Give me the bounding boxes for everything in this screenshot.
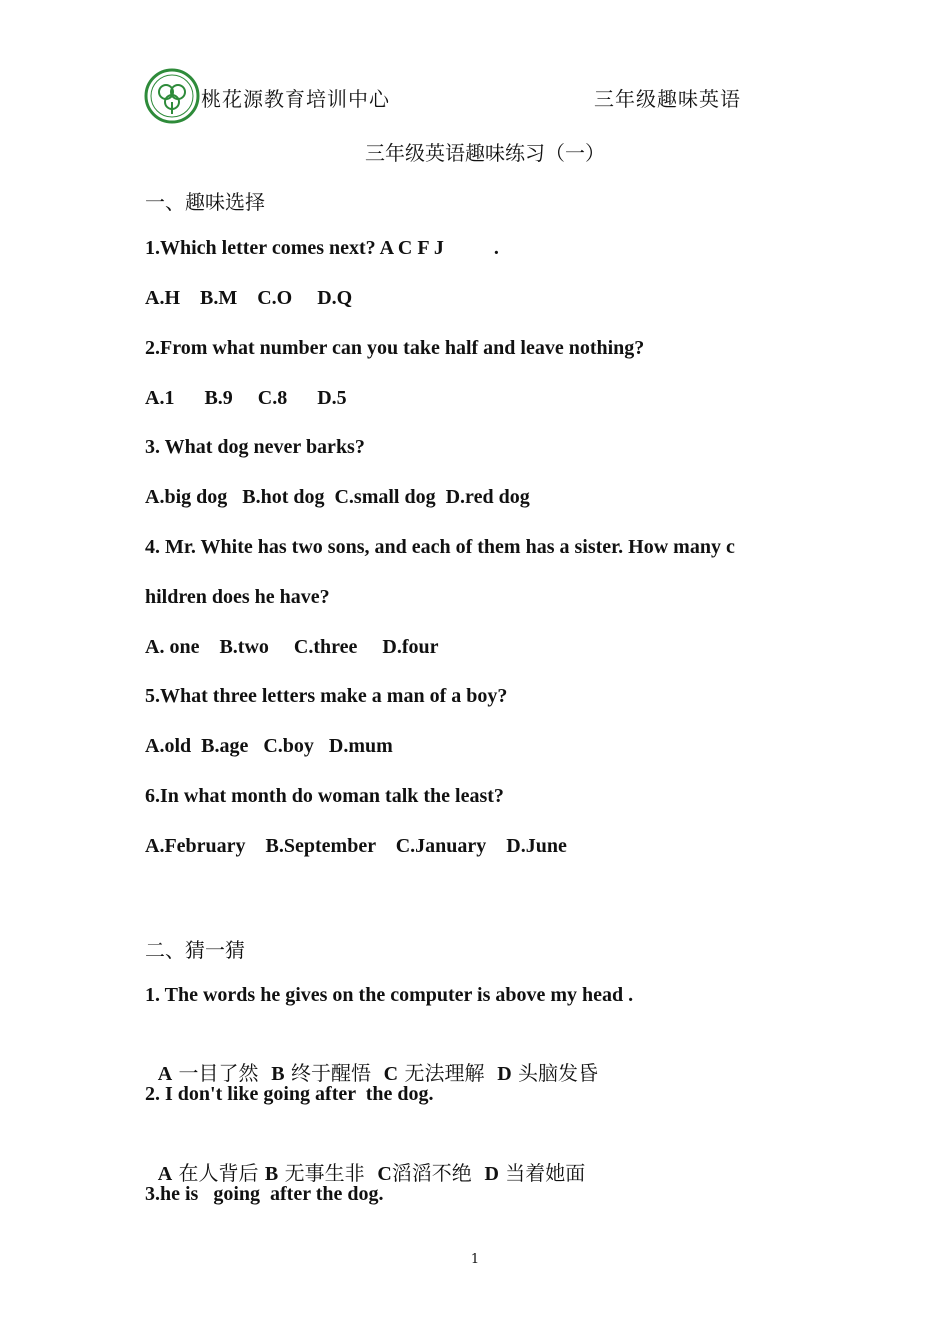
option-letter: A xyxy=(157,1163,173,1185)
s2-question-1: 1. The words he gives on the computer is above my head . xyxy=(145,984,634,1006)
section2-heading: 二、猜一猜 xyxy=(145,938,245,962)
option-letter: D xyxy=(484,1163,499,1185)
option-letter: C xyxy=(377,1163,392,1185)
s1-question-3: 3. What dog never barks? xyxy=(145,436,365,458)
s2-question-2: 2. I don't like going after the dog. xyxy=(145,1083,434,1105)
s1-question-2: 2.From what number can you take half and leave nothing? xyxy=(145,337,645,359)
option-text: 在人背后 xyxy=(172,1161,265,1185)
page-number: 1 xyxy=(470,1252,480,1267)
option-text: 终于醒悟 xyxy=(284,1061,384,1085)
header-org: 桃花源教育培训中心 xyxy=(201,87,390,111)
page-title: 三年级英语趣味练习（一） xyxy=(365,141,605,165)
option-text: 无法理解 xyxy=(398,1061,498,1085)
s1-options-6: A.February B.September C.January D.June xyxy=(145,835,567,857)
s1-question-1: 1.Which letter comes next? A C F J . xyxy=(145,237,499,259)
option-letter: D xyxy=(497,1063,512,1085)
s1-options-2: A.1 B.9 C.8 D.5 xyxy=(145,387,347,409)
option-letter: C xyxy=(383,1063,399,1085)
s1-options-4: A. one B.two C.three D.four xyxy=(145,636,439,658)
option-letter: B xyxy=(264,1163,279,1185)
s1-options-1: A.H B.M C.O D.Q xyxy=(145,287,353,309)
section1-heading: 一、趣味选择 xyxy=(145,190,265,214)
s1-question-6: 6.In what month do woman talk the least? xyxy=(145,785,504,807)
option-text: 滔滔不绝 xyxy=(391,1161,485,1185)
option-text: 一目了然 xyxy=(172,1061,272,1085)
s1-options-5: A.old B.age C.boy D.mum xyxy=(145,735,393,757)
s1-options-3: A.big dog B.hot dog C.small dog D.red dog xyxy=(145,486,530,508)
s1-question-4-line1: 4. Mr. White has two sons, and each of them has a sister. How many c xyxy=(145,536,735,558)
option-letter: B xyxy=(271,1063,285,1085)
s1-question-4-line2: hildren does he have? xyxy=(145,586,330,608)
s2-question-3: 3.he is going after the dog. xyxy=(145,1183,384,1205)
s2-options-1 xyxy=(145,1033,598,1086)
option-text: 无事生非 xyxy=(278,1161,378,1185)
option-letter: A xyxy=(157,1063,173,1085)
option-text: 头脑发昏 xyxy=(511,1061,599,1085)
s1-question-5: 5.What three letters make a man of a boy? xyxy=(145,685,508,707)
s2-options-2 xyxy=(145,1133,585,1186)
header-course: 三年级趣味英语 xyxy=(594,87,741,111)
option-text: 当着她面 xyxy=(498,1161,586,1185)
logo-icon xyxy=(144,68,200,124)
